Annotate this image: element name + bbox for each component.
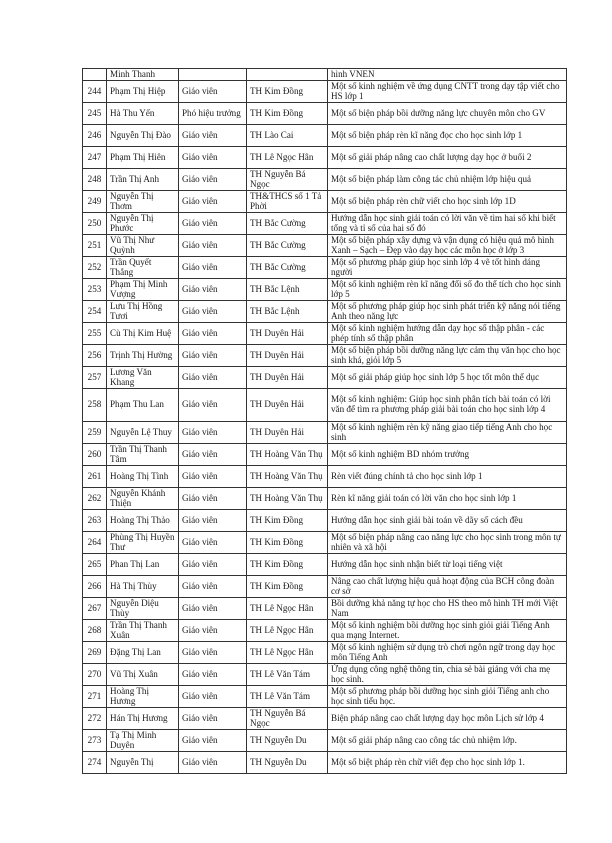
cell-name: Đặng Thị Lan [107, 642, 179, 664]
cell-position: Giáo viên [179, 279, 247, 301]
cell-name: Hoàng Thị Thảo [107, 510, 179, 532]
cell-position [179, 69, 247, 81]
cell-name: Vũ Thị Như Quỳnh [107, 235, 179, 257]
cell-no: 274 [83, 752, 107, 774]
cell-unit [247, 69, 328, 81]
cell-position: Giáo viên [179, 576, 247, 598]
cell-unit: TH Hoàng Văn Thụ [247, 488, 328, 510]
cell-name: Tạ Thị Minh Duyên [107, 730, 179, 752]
cell-topic: Một số biện pháp bồi dưỡng năng lực chuyên môn cho GV [328, 103, 567, 125]
cell-name: Nguyễn Khánh Thiện [107, 488, 179, 510]
table-row [83, 576, 567, 598]
cell-unit: TH Duyên Hải [247, 422, 328, 444]
cell-no: 244 [83, 81, 107, 103]
cell-name: Trịnh Thị Hường [107, 345, 179, 367]
cell-position: Giáo viên [179, 444, 247, 466]
cell-name: Phạm Thu Lan [107, 389, 179, 422]
cell-topic: Một số kinh nghiệm hướng dẫn dạy học số thập phân - các phép tính số thập phân [328, 323, 567, 345]
cell-topic: Một số phương pháp giúp học sinh phát triển kỹ năng nói tiếng Anh theo năng lực [328, 301, 567, 323]
cell-position: Giáo viên [179, 686, 247, 708]
cell-unit: TH&THCS số 1 Tả Phời [247, 191, 328, 213]
cell-unit: TH Hoàng Văn Thụ [247, 466, 328, 488]
cell-unit: TH Kim Đồng [247, 554, 328, 576]
cell-name: Hoàng Thị Hương [107, 686, 179, 708]
cell-topic: Một số kinh nghiệm sử dụng trò chơi ngôn ngữ trong dạy học môn Tiếng Anh [328, 642, 567, 664]
cell-name: Hoàng Thị Tình [107, 466, 179, 488]
cell-topic: Một số kinh nghiệm: Giúp học sinh phân tích bài toán có lời văn để tìm ra phương pháp giải bài toán cho học sinh lớp 4 [328, 389, 567, 422]
cell-topic: Hướng dẫn học sinh nhận biết từ loại tiếng việt [328, 554, 567, 576]
table-row [83, 598, 567, 620]
cell-no: 258 [83, 389, 107, 422]
table-row [83, 752, 567, 774]
cell-position: Giáo viên [179, 147, 247, 169]
cell-no: 252 [83, 257, 107, 279]
cell-name: Phạm Thị Hiên [107, 147, 179, 169]
table-row [83, 444, 567, 466]
cell-topic: Nâng cao chất lượng hiệu quả hoạt động của BCH công đoàn cơ sở [328, 576, 567, 598]
cell-unit: TH Kim Đồng [247, 532, 328, 554]
table-row [83, 367, 567, 389]
cell-topic: Hướng dẫn học sinh giải bài toán về dãy số cách đều [328, 510, 567, 532]
cell-no: 250 [83, 213, 107, 235]
cell-name: Phan Thị Lan [107, 554, 179, 576]
cell-no: 271 [83, 686, 107, 708]
cell-position: Giáo viên [179, 345, 247, 367]
cell-unit: TH Lê Văn Tám [247, 664, 328, 686]
cell-unit: TH Duyên Hải [247, 323, 328, 345]
cell-topic: Một số biện pháp rèn chữ viết cho học sinh lớp 1D [328, 191, 567, 213]
cell-topic: Một số biện pháp xây dựng và vận dụng có hiệu quả mô hình Xanh – Sạch – Đẹp vào dạy học các môn học ở lớp 3 [328, 235, 567, 257]
cell-unit: TH Lào Cai [247, 125, 328, 147]
table-row [83, 389, 567, 422]
cell-unit: TH Lê Ngọc Hân [247, 620, 328, 642]
cell-topic: Một số biện pháp rèn kĩ năng đọc cho học sinh lớp 1 [328, 125, 567, 147]
cell-no: 245 [83, 103, 107, 125]
table-row [83, 125, 567, 147]
cell-name: Trần Thị Thanh Xuân [107, 620, 179, 642]
cell-no: 270 [83, 664, 107, 686]
cell-topic: Một số giải pháp nâng cao chất lượng dạy học ở buổi 2 [328, 147, 567, 169]
cell-position: Giáo viên [179, 752, 247, 774]
cell-topic: Một số kinh nghiệm rèn kỹ năng giao tiếp tiếng Anh cho học sinh [328, 422, 567, 444]
cell-name: Nguyễn Diệu Thùy [107, 598, 179, 620]
cell-no: 259 [83, 422, 107, 444]
cell-position: Giáo viên [179, 510, 247, 532]
cell-no: 257 [83, 367, 107, 389]
table-row [83, 532, 567, 554]
table-row [83, 81, 567, 103]
cell-position: Giáo viên [179, 730, 247, 752]
cell-no: 273 [83, 730, 107, 752]
cell-name: Nguyễn Thị [107, 752, 179, 774]
cell-no: 256 [83, 345, 107, 367]
cell-unit: TH Lê Ngọc Hân [247, 147, 328, 169]
table-row [83, 279, 567, 301]
table-row [83, 642, 567, 664]
cell-no: 265 [83, 554, 107, 576]
cell-no: 246 [83, 125, 107, 147]
cell-position: Giáo viên [179, 488, 247, 510]
cell-position: Giáo viên [179, 422, 247, 444]
cell-name: Trần Thị Thanh Tâm [107, 444, 179, 466]
cell-no: 248 [83, 169, 107, 191]
cell-topic: Một số giải pháp nâng cao công tác chủ nhiệm lớp. [328, 730, 567, 752]
cell-position: Giáo viên [179, 664, 247, 686]
table-row [83, 664, 567, 686]
cell-topic: Một số biệt pháp rèn chữ viết đẹp cho học sinh lớp 1. [328, 752, 567, 774]
cell-unit: TH Duyên Hải [247, 345, 328, 367]
cell-topic: Một số kinh nghiệm bồi dưỡng học sinh giỏi giải Tiếng Anh qua mạng Internet. [328, 620, 567, 642]
cell-topic: Một số kinh nghiệm BD nhóm trưởng [328, 444, 567, 466]
cell-topic: Một số giải pháp giúp học sinh lớp 5 học tốt môn thể dục [328, 367, 567, 389]
cell-unit: TH Kim Đồng [247, 103, 328, 125]
cell-name: Phạm Thị Minh Vượng [107, 279, 179, 301]
cell-name: Phạm Thị Hiệp [107, 81, 179, 103]
table-row [83, 466, 567, 488]
table-row [83, 257, 567, 279]
cell-no: 247 [83, 147, 107, 169]
cell-name: Nguyễn Thị Thơm [107, 191, 179, 213]
cell-name: Hà Thị Thùy [107, 576, 179, 598]
cell-no: 262 [83, 488, 107, 510]
cell-topic: Biện pháp nâng cao chất lượng dạy học môn Lịch sử lớp 4 [328, 708, 567, 730]
cell-name: Nguyễn Thị Đào [107, 125, 179, 147]
table-body [83, 69, 567, 774]
cell-topic: Một số phương pháp bồi dưỡng học sinh giỏi Tiếng anh cho học sinh tiểu học. [328, 686, 567, 708]
table-row [83, 169, 567, 191]
cell-position: Phó hiệu trưởng [179, 103, 247, 125]
cell-topic: Ứng dụng công nghệ thông tin, chia sẻ bài giảng với cha mẹ học sinh. [328, 664, 567, 686]
table-row [83, 147, 567, 169]
cell-no: 266 [83, 576, 107, 598]
cell-unit: TH Bắc Cường [247, 235, 328, 257]
table-row [83, 103, 567, 125]
cell-unit: TH Duyên Hải [247, 389, 328, 422]
table-row [83, 510, 567, 532]
table-row [83, 422, 567, 444]
cell-name: Minh Thanh [107, 69, 179, 81]
cell-no: 260 [83, 444, 107, 466]
cell-topic: Một số biện pháp bồi dưỡng năng lực cảm thụ văn học cho học sinh khá, giỏi lớp 5 [328, 345, 567, 367]
table-row [83, 323, 567, 345]
table-row [83, 554, 567, 576]
cell-name: Nguyễn Thị Phước [107, 213, 179, 235]
cell-name: Hán Thị Hương [107, 708, 179, 730]
cell-position: Giáo viên [179, 389, 247, 422]
cell-topic: Rèn kĩ năng giải toán có lời văn cho học sinh lớp 1 [328, 488, 567, 510]
cell-position: Giáo viên [179, 554, 247, 576]
cell-no: 255 [83, 323, 107, 345]
cell-no: 268 [83, 620, 107, 642]
cell-no: 253 [83, 279, 107, 301]
table-row [83, 235, 567, 257]
cell-no: 264 [83, 532, 107, 554]
cell-unit: TH Kim Đồng [247, 576, 328, 598]
cell-position: Giáo viên [179, 620, 247, 642]
cell-position: Giáo viên [179, 323, 247, 345]
cell-position: Giáo viên [179, 169, 247, 191]
table-row [83, 345, 567, 367]
cell-no: 272 [83, 708, 107, 730]
cell-name: Trần Thị Anh [107, 169, 179, 191]
cell-position: Giáo viên [179, 598, 247, 620]
cell-name: Cù Thị Kim Huệ [107, 323, 179, 345]
cell-topic: Một số biện pháp nâng cao năng lực cho học sinh trong môn tự nhiên và xã hội [328, 532, 567, 554]
cell-name: Hà Thu Yến [107, 103, 179, 125]
cell-no: 249 [83, 191, 107, 213]
table-row [83, 301, 567, 323]
cell-name: Trần Quyết Thắng [107, 257, 179, 279]
cell-unit: TH Hoàng Văn Thụ [247, 444, 328, 466]
cell-name: Vũ Thị Xuân [107, 664, 179, 686]
cell-topic: Một số kinh nghiệm về ứng dụng CNTT trong dạy tập viết cho HS lớp 1 [328, 81, 567, 103]
continuation-row [83, 69, 567, 81]
cell-no: 254 [83, 301, 107, 323]
cell-position: Giáo viên [179, 642, 247, 664]
cell-no [83, 69, 107, 81]
cell-name: Phùng Thị Huyền Thư [107, 532, 179, 554]
cell-name: Lương Văn Khang [107, 367, 179, 389]
table-row [83, 708, 567, 730]
cell-topic: hình VNEN [328, 69, 567, 81]
cell-topic: Bồi dưỡng khả năng tự học cho HS theo mô hình TH mới Việt Nam [328, 598, 567, 620]
table-row [83, 620, 567, 642]
cell-no: 261 [83, 466, 107, 488]
cell-no: 251 [83, 235, 107, 257]
cell-unit: TH Bắc Lệnh [247, 301, 328, 323]
cell-position: Giáo viên [179, 81, 247, 103]
table-row [83, 686, 567, 708]
cell-position: Giáo viên [179, 213, 247, 235]
cell-unit: TH Lê Văn Tám [247, 686, 328, 708]
cell-no: 267 [83, 598, 107, 620]
initiative-list-table [82, 68, 567, 774]
cell-unit: TH Nguyễn Bá Ngọc [247, 169, 328, 191]
cell-position: Giáo viên [179, 532, 247, 554]
table-row [83, 488, 567, 510]
cell-position: Giáo viên [179, 125, 247, 147]
table-row [83, 730, 567, 752]
cell-topic: Một số biện pháp làm công tác chủ nhiệm lớp hiệu quả [328, 169, 567, 191]
cell-topic: Rèn viết đúng chính tả cho học sinh lớp 1 [328, 466, 567, 488]
cell-name: Nguyễn Lệ Thuy [107, 422, 179, 444]
cell-unit: TH Nguyễn Du [247, 752, 328, 774]
cell-position: Giáo viên [179, 367, 247, 389]
cell-no: 269 [83, 642, 107, 664]
cell-unit: TH Bắc Lệnh [247, 279, 328, 301]
cell-topic: Một số kinh nghiệm rèn kĩ năng đổi số đo thể tích cho học sinh lớp 5 [328, 279, 567, 301]
cell-topic: Hướng dẫn học sinh giải toán có lời văn về tìm hai số khi biết tổng và tỉ số của hai số đó [328, 213, 567, 235]
cell-position: Giáo viên [179, 301, 247, 323]
cell-position: Giáo viên [179, 257, 247, 279]
table-row [83, 191, 567, 213]
cell-unit: TH Duyên Hải [247, 367, 328, 389]
cell-name: Lưu Thị Hồng Tươi [107, 301, 179, 323]
cell-unit: TH Nguyễn Du [247, 730, 328, 752]
cell-position: Giáo viên [179, 235, 247, 257]
cell-no: 263 [83, 510, 107, 532]
cell-topic: Một số phương pháp giúp học sinh lớp 4 vẽ tốt hình dáng người [328, 257, 567, 279]
cell-position: Giáo viên [179, 708, 247, 730]
cell-unit: TH Nguyễn Bá Ngọc [247, 708, 328, 730]
cell-unit: TH Bắc Cường [247, 257, 328, 279]
cell-position: Giáo viên [179, 466, 247, 488]
cell-position: Giáo viên [179, 191, 247, 213]
table-row [83, 213, 567, 235]
cell-unit: TH Lê Ngọc Hân [247, 642, 328, 664]
cell-unit: TH Lê Ngọc Hân [247, 598, 328, 620]
cell-unit: TH Kim Đồng [247, 81, 328, 103]
cell-unit: TH Bắc Cường [247, 213, 328, 235]
cell-unit: TH Kim Đồng [247, 510, 328, 532]
